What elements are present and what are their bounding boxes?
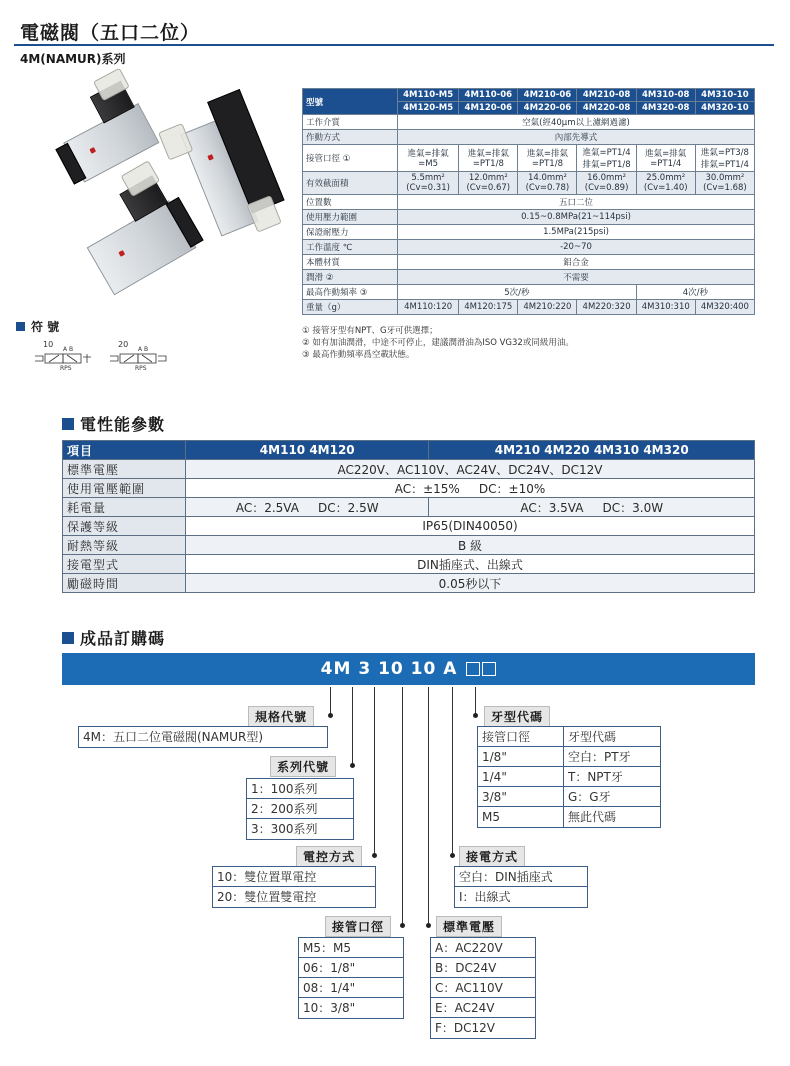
electrical-label: 耐熱等級 [63, 536, 186, 555]
code-placeholder-box [482, 662, 496, 676]
spec-row [303, 225, 755, 240]
model-cell: 4M310-10 [695, 89, 754, 102]
connector-dot [450, 853, 455, 858]
port-code-label: 接管口徑 [325, 916, 391, 937]
spec-value: 鋁合金 [398, 255, 755, 270]
spec-row-weight [303, 300, 755, 315]
spec-value: 內部先導式 [398, 130, 755, 145]
spec-code-label: 規格代號 [248, 706, 314, 727]
spec-value: 不需要 [398, 270, 755, 285]
electrical-header-group1: 4M110 4M120 [186, 441, 429, 460]
voltage-code-box [430, 937, 536, 1039]
code-placeholder-box [466, 662, 480, 676]
series-option: 2：200系列 [247, 799, 353, 819]
area-cell: 12.0mm² (Cv=0.67) [459, 172, 518, 195]
valve-symbol-20-icon [108, 352, 178, 366]
spec-row [303, 210, 755, 225]
connector-line [428, 687, 429, 925]
connector-line [475, 687, 476, 715]
electrical-table [62, 440, 755, 593]
note-item: ③ 最高作動頻率爲空載狀態。 [302, 350, 415, 360]
valve-symbol-10-icon [33, 352, 103, 366]
electrical-heading: 電性能參數 [62, 412, 165, 435]
section-marker-icon [62, 632, 74, 644]
thread-row: M5 無此代碼 [478, 807, 660, 827]
note-item: ② 如有加油潤滑，中途不可停止，建議潤滑油為ISO VG32或同級用油。 [302, 338, 574, 348]
connector-dot [426, 923, 431, 928]
spec-label: 位置數 [303, 195, 398, 210]
area-cell: 30.0mm² (Cv=1.68) [695, 172, 754, 195]
voltage-option: C：AC110V [431, 978, 535, 998]
spec-label: 作動方式 [303, 130, 398, 145]
port-option: 06：1/8" [299, 958, 403, 978]
order-heading: 成品訂購碼 [62, 626, 165, 649]
spec-label: 接管口徑 ① [303, 145, 398, 172]
symbol-10-number: 10 [43, 340, 54, 349]
control-option: 20：雙位置雙電控 [217, 890, 317, 904]
electrical-row [63, 555, 755, 574]
spec-label: 保證耐壓力 [303, 225, 398, 240]
connector-line [330, 687, 331, 715]
section-marker-icon [16, 322, 25, 331]
electrical-label: 勵磁時間 [63, 574, 186, 593]
electrical-label: 接電型式 [63, 555, 186, 574]
note-item: ① 接管牙型有NPT、G牙可供選擇； [302, 326, 438, 336]
spec-row [303, 115, 755, 130]
electrical-label: 保護等級 [63, 517, 186, 536]
spec-value: -20~70 [398, 240, 755, 255]
port-cell: 進氣=排氣 =PT1/8 [459, 145, 518, 172]
connector-dot [372, 853, 377, 858]
electrical-label: 標準電壓 [63, 460, 186, 479]
spec-row-area [303, 172, 755, 195]
control-code-box [212, 866, 376, 908]
spec-table [302, 88, 755, 315]
electrical-value: DIN插座式、出線式 [186, 555, 755, 574]
electrical-row [63, 498, 755, 517]
electrical-label: 耗電量 [63, 498, 186, 517]
weight-cell: 4M320:400 [695, 300, 754, 315]
electrical-label: 使用電壓範圍 [63, 479, 186, 498]
weight-cell: 4M120:175 [459, 300, 518, 315]
thread-row: 1/4" T：NPT牙 [478, 767, 660, 787]
spec-label: 有效截面積 [303, 172, 398, 195]
port-cell: 進氣=排氣 =PT1/4 [636, 145, 695, 172]
spec-label: 工作溫度 ℃ [303, 240, 398, 255]
connection-option: 空白：DIN插座式 [455, 867, 587, 887]
electrical-header-group2: 4M210 4M220 4M310 4M320 [429, 441, 755, 460]
connection-code-box [454, 866, 588, 908]
model-cell: 4M110-M5 [398, 89, 459, 102]
electrical-row [63, 517, 755, 536]
spec-header-row [303, 89, 755, 102]
thread-row: 接管口徑 牙型代碼 [478, 727, 660, 747]
area-cell: 5.5mm² (Cv=0.31) [398, 172, 459, 195]
model-cell: 4M310-08 [636, 89, 695, 102]
control-option: 10：雙位置單電控 [213, 867, 375, 887]
connection-code-label: 接電方式 [459, 846, 525, 867]
symbol-20-ports: A B [138, 346, 149, 353]
model-cell: 4M210-08 [577, 89, 636, 102]
model-cell: 4M320-08 [636, 102, 695, 115]
series-option: 1：100系列 [247, 779, 353, 799]
connector-line [452, 687, 453, 857]
spec-label: 使用壓力範圍 [303, 210, 398, 225]
spec-row [303, 240, 755, 255]
electrical-row [63, 460, 755, 479]
spec-row [303, 195, 755, 210]
spec-value: 五口二位 [398, 195, 755, 210]
symbol-10 [33, 340, 103, 370]
spec-row [303, 255, 755, 270]
port-option: 08：1/4" [299, 978, 403, 998]
order-code: 4M 3 10 10 A [320, 659, 458, 679]
model-cell: 4M120-06 [459, 102, 518, 115]
connector-dot [400, 923, 405, 928]
weight-cell: 4M220:320 [577, 300, 636, 315]
voltage-code-label: 標準電壓 [436, 916, 502, 937]
page-title: 電磁閥（五口二位） [20, 22, 201, 44]
electrical-header-item: 項目 [63, 441, 186, 460]
order-code-bar [62, 653, 755, 685]
area-cell: 25.0mm² (Cv=1.40) [636, 172, 695, 195]
port-cell: 進氣=PT1/4 排氣=PT1/8 [577, 145, 636, 172]
connection-option: I：出線式 [459, 890, 511, 904]
weight-cell: 4M310:310 [636, 300, 695, 315]
spec-label: 重量（g） [303, 300, 398, 315]
series-subtitle: 4M(NAMUR)系列 [20, 52, 126, 66]
electrical-value: 0.05秒以下 [186, 574, 755, 593]
electrical-row [63, 536, 755, 555]
spec-value: 5次/秒 [398, 285, 637, 300]
spec-header-label: 型號 [303, 89, 398, 115]
spec-row [303, 270, 755, 285]
spec-label: 本體材質 [303, 255, 398, 270]
connector-dot [328, 713, 333, 718]
spec-label: 工作介質 [303, 115, 398, 130]
spec-label: 潤滑 ② [303, 270, 398, 285]
electrical-value-right: AC：3.5VA DC：3.0W [429, 498, 755, 517]
voltage-option: F：DC12V [435, 1021, 496, 1035]
model-cell: 4M220-08 [577, 102, 636, 115]
weight-cell: 4M110:120 [398, 300, 459, 315]
symbol-20 [108, 340, 178, 370]
electrical-row [63, 574, 755, 593]
electrical-value: AC：±15% DC：±10% [186, 479, 755, 498]
connector-dot [473, 713, 478, 718]
port-cell: 進氣=PT3/8 排氣=PT1/4 [695, 145, 754, 172]
electrical-value-left: AC：2.5VA DC：2.5W [186, 498, 429, 517]
connector-dot [350, 763, 355, 768]
symbol-heading: 符 號 [16, 318, 59, 335]
electrical-value: B 級 [186, 536, 755, 555]
port-cell: 進氣=排氣 =PT1/8 [518, 145, 577, 172]
model-cell: 4M220-06 [518, 102, 577, 115]
spec-value: 空氣(經40μm以上濾網過濾) [398, 115, 755, 130]
connector-line [352, 687, 353, 765]
spec-row-frequency [303, 285, 755, 300]
port-code-box [298, 937, 404, 1019]
connector-line [402, 687, 403, 927]
model-cell: 4M210-06 [518, 89, 577, 102]
area-cell: 14.0mm² (Cv=0.78) [518, 172, 577, 195]
voltage-option: B：DC24V [431, 958, 535, 978]
thread-code-box [477, 726, 661, 828]
connector-line [374, 687, 375, 857]
series-option: 3：300系列 [251, 822, 318, 836]
spec-code-option: 4M：五口二位電磁閥(NAMUR型) [83, 730, 264, 744]
port-cell: 進氣=排氣 =M5 [398, 145, 459, 172]
spec-value: 0.15~0.8MPa(21~114psi) [398, 210, 755, 225]
spec-value: 1.5MPa(215psi) [398, 225, 755, 240]
symbol-20-bottom: RPS [135, 365, 147, 372]
spec-value: 4次/秒 [636, 285, 754, 300]
electrical-value: IP65(DIN40050) [186, 517, 755, 536]
electrical-row [63, 479, 755, 498]
spec-code-box [78, 726, 328, 748]
voltage-option: A：AC220V [431, 938, 535, 958]
spec-row [303, 130, 755, 145]
model-cell: 4M110-06 [459, 89, 518, 102]
voltage-option: E：AC24V [431, 998, 535, 1018]
port-option: 10：3/8" [303, 1001, 356, 1015]
spec-row-port [303, 145, 755, 172]
spec-notes [302, 325, 574, 361]
area-cell: 16.0mm² (Cv=0.89) [577, 172, 636, 195]
model-cell: 4M120-M5 [398, 102, 459, 115]
section-marker-icon [62, 418, 74, 430]
port-option: M5：M5 [299, 938, 403, 958]
series-code-box [246, 778, 354, 840]
thread-row: 1/8" 空白：PT牙 [478, 747, 660, 767]
series-code-label: 系列代號 [270, 756, 336, 777]
model-cell: 4M320-10 [695, 102, 754, 115]
title-divider [14, 44, 774, 46]
symbol-10-bottom: RPS [60, 365, 72, 372]
thread-row: 3/8" G：G牙 [478, 787, 660, 807]
electrical-header-row [63, 441, 755, 460]
electrical-value: AC220V、AC110V、AC24V、DC24V、DC12V [186, 460, 755, 479]
control-code-label: 電控方式 [296, 846, 362, 867]
symbol-20-number: 20 [118, 340, 129, 349]
symbol-10-ports: A B [63, 346, 74, 353]
product-photo [40, 70, 280, 310]
thread-code-label: 牙型代碼 [484, 706, 550, 727]
weight-cell: 4M210:220 [518, 300, 577, 315]
spec-label: 最高作動頻率 ③ [303, 285, 398, 300]
